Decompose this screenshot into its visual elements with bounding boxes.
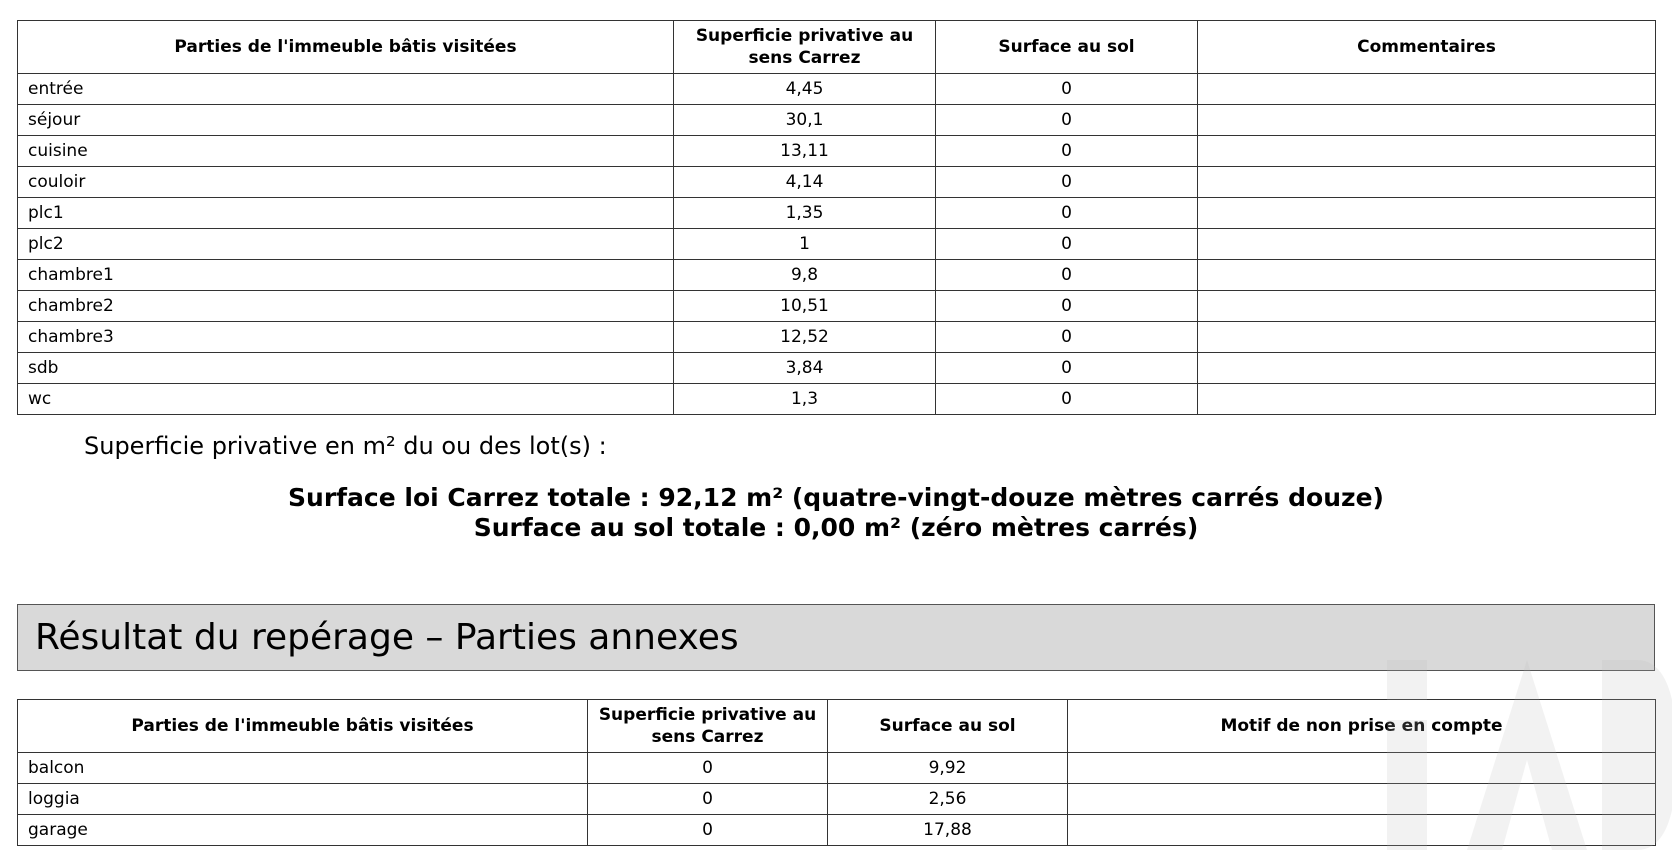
- cell-sol: 17,88: [828, 815, 1068, 846]
- cell-comment: [1198, 198, 1656, 229]
- cell-carrez: 13,11: [674, 136, 936, 167]
- cell-sol: 0: [936, 260, 1198, 291]
- cell-sol: 0: [936, 198, 1198, 229]
- section-title: Résultat du repérage – Parties annexes: [35, 617, 739, 658]
- cell-comment: [1068, 753, 1656, 784]
- cell-comment: [1198, 384, 1656, 415]
- cell-part-name: entrée: [18, 74, 674, 105]
- table-row: [18, 291, 1656, 322]
- header-sol: Surface au sol: [828, 700, 1068, 753]
- section-banner: [17, 604, 1655, 671]
- header-sol: Surface au sol: [936, 21, 1198, 74]
- cell-carrez: 30,1: [674, 105, 936, 136]
- sol-total: Surface au sol totale : 0,00 m² (zéro mètres carrés): [473, 513, 1199, 542]
- cell-sol: 0: [936, 105, 1198, 136]
- table-row: [18, 198, 1656, 229]
- cell-comment: [1198, 74, 1656, 105]
- cell-comment: [1068, 784, 1656, 815]
- cell-comment: [1198, 322, 1656, 353]
- table-row: [18, 815, 1656, 846]
- cell-carrez: 1: [674, 229, 936, 260]
- cell-part-name: sdb: [18, 353, 674, 384]
- cell-carrez: 1,35: [674, 198, 936, 229]
- table-row: [18, 167, 1656, 198]
- cell-sol: 0: [936, 74, 1198, 105]
- table-row: [18, 384, 1656, 415]
- cell-comment: [1198, 167, 1656, 198]
- cell-comment: [1198, 260, 1656, 291]
- cell-carrez: 0: [588, 784, 828, 815]
- cell-part-name: wc: [18, 384, 674, 415]
- cell-sol: 0: [936, 167, 1198, 198]
- cell-part-name: chambre2: [18, 291, 674, 322]
- table-row: [18, 105, 1656, 136]
- cell-carrez: 3,84: [674, 353, 936, 384]
- cell-carrez: 1,3: [674, 384, 936, 415]
- cell-sol: 0: [936, 136, 1198, 167]
- cell-sol: 0: [936, 384, 1198, 415]
- main-parts-table: [17, 20, 1656, 415]
- cell-carrez: 9,8: [674, 260, 936, 291]
- cell-part-name: plc1: [18, 198, 674, 229]
- cell-carrez: 0: [588, 815, 828, 846]
- cell-part-name: séjour: [18, 105, 674, 136]
- header-reason: Motif de non prise en compte: [1068, 700, 1656, 753]
- table-header-row: [18, 21, 1656, 74]
- header-carrez: Superficie privative au sens Carrez: [674, 21, 936, 74]
- cell-part-name: plc2: [18, 229, 674, 260]
- cell-comment: [1198, 136, 1656, 167]
- cell-comment: [1198, 353, 1656, 384]
- cell-carrez: 10,51: [674, 291, 936, 322]
- table-row: [18, 74, 1656, 105]
- cell-part-name: cuisine: [18, 136, 674, 167]
- cell-carrez: 4,45: [674, 74, 936, 105]
- cell-sol: 2,56: [828, 784, 1068, 815]
- table-header-row: [18, 700, 1656, 753]
- cell-comment: [1198, 105, 1656, 136]
- cell-comment: [1198, 229, 1656, 260]
- annex-parts-table: [17, 699, 1656, 846]
- cell-part-name: chambre1: [18, 260, 674, 291]
- cell-comment: [1198, 291, 1656, 322]
- cell-sol: 9,92: [828, 753, 1068, 784]
- table-row: [18, 229, 1656, 260]
- table-row: [18, 136, 1656, 167]
- table-row: [18, 322, 1656, 353]
- cell-part-name: garage: [18, 815, 588, 846]
- cell-carrez: 12,52: [674, 322, 936, 353]
- header-carrez: Superficie privative au sens Carrez: [588, 700, 828, 753]
- cell-sol: 0: [936, 229, 1198, 260]
- cell-sol: 0: [936, 353, 1198, 384]
- table-row: [18, 353, 1656, 384]
- cell-part-name: couloir: [18, 167, 674, 198]
- table-row: [18, 753, 1656, 784]
- summary-intro: Superficie privative en m² du ou des lot(s) :: [84, 432, 607, 460]
- table-row: [18, 784, 1656, 815]
- cell-part-name: balcon: [18, 753, 588, 784]
- header-comments: Commentaires: [1198, 21, 1656, 74]
- cell-comment: [1068, 815, 1656, 846]
- carrez-total: Surface loi Carrez totale : 92,12 m² (quatre-vingt-douze mètres carrés douze): [288, 483, 1384, 512]
- cell-part-name: chambre3: [18, 322, 674, 353]
- header-parts: Parties de l'immeuble bâtis visitées: [18, 700, 588, 753]
- cell-carrez: 4,14: [674, 167, 936, 198]
- cell-part-name: loggia: [18, 784, 588, 815]
- cell-sol: 0: [936, 322, 1198, 353]
- cell-sol: 0: [936, 291, 1198, 322]
- cell-carrez: 0: [588, 753, 828, 784]
- header-parts: Parties de l'immeuble bâtis visitées: [18, 21, 674, 74]
- table-row: [18, 260, 1656, 291]
